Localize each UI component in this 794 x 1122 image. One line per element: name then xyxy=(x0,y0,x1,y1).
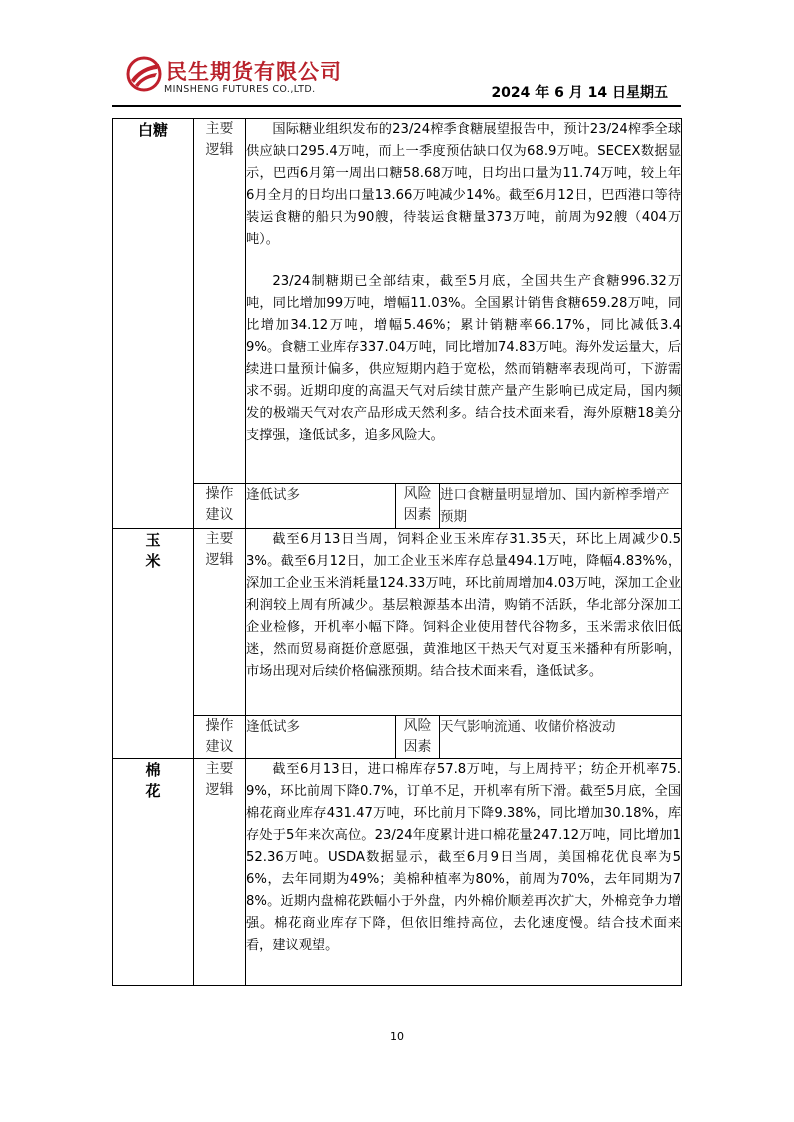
operation-text: 操作建议 xyxy=(205,718,234,755)
page-number: 10 xyxy=(390,1030,404,1043)
cotton-logic-row xyxy=(113,759,682,986)
risk-label xyxy=(396,716,440,759)
corn-logic-body xyxy=(246,529,682,716)
corn-logic-row xyxy=(113,529,682,716)
main-logic-label xyxy=(194,759,246,986)
commodity-name-corn xyxy=(113,529,194,759)
corn-risk: 天气影响流通、收储价格波动 xyxy=(440,716,682,759)
company-logo xyxy=(126,54,366,100)
minsheng-logo-icon xyxy=(126,56,162,92)
sugar-suggestion: 逢低试多 xyxy=(246,484,396,529)
main-logic-label xyxy=(194,119,246,484)
operation-text: 操作建议 xyxy=(205,486,234,523)
report-date: 2024 年 6 月 14 日星期五 xyxy=(491,85,668,101)
sugar-risk: 进口食糖量明显增加、国内新榨季增产预期 xyxy=(440,484,682,529)
risk-label xyxy=(396,484,440,529)
logic-paragraph: 23/24制糖期已全部结束，截至5月底，全国共生产食糖996.32万吨，同比增加99万吨，增幅11.03%。全国累计销售食糖659.28万吨，同比增加34.12万吨，增幅5.46%；累计销糖率66.17%，同比减低3.49%。食糖工业库存337.04万吨，同比增加74.83万吨。海外发运量大，后续进口量预计偏多，供应短期内趋于宽松，然而销糖率表现尚可，下游需求不弱。近期印度的高温天气对后续甘蔗产量产生影响已成定局，国内频发的极端天气对农产品形成天然利多。结合技术面来看，海外原糖18美分支撑强，逢低试多，追多风险大。 xyxy=(246,274,682,443)
main-logic-text: 主要逻辑 xyxy=(205,761,234,798)
sugar-operation-row xyxy=(113,484,682,529)
operation-label xyxy=(194,484,246,529)
main-logic-text: 主要逻辑 xyxy=(205,121,234,158)
logic-paragraph: 截至6月13日当周，饲料企业玉米库存31.35天，环比上周减少0.53%。截至6月12日，加工企业玉米库存总量494.1万吨，降幅4.83%%，深加工企业玉米消耗量124.33万吨，环比前周增加4.03万吨，深加工企业利润较上周有所减少。基层粮源基本出清，购销不活跃，华北部分深加工企业检修，开机率小幅下降。饲料企业使用替代谷物多，玉米需求依旧低迷，然而贸易商挺价意愿强，黄淮地区干热天气对夏玉米播种有所影响，市场出现对后续价格偏涨预期。结合技术面来看，逢低试多。 xyxy=(246,532,682,679)
corn-suggestion: 逢低试多 xyxy=(246,716,396,759)
cotton-logic-body xyxy=(246,759,682,986)
corn-operation-row xyxy=(113,716,682,759)
sugar-logic-body xyxy=(246,119,682,484)
commodity-name-sugar xyxy=(113,119,194,529)
sugar-logic-row xyxy=(113,119,682,484)
commodity-label: 棉花 xyxy=(145,761,161,800)
logic-paragraph: 截至6月13日，进口棉库存57.8万吨，与上周持平；纺企开机率75.9%，环比前周下降0.7%，订单不足，开机率有所下滑。截至5月底，全国棉花商业库存431.47万吨，环比前月下降9.38%，同比增加30.18%，库存处于5年来次高位。23/24年度累计进口棉花量247.12万吨，同比增加152.36万吨。USDA数据显示，截至6月9日当周，美国棉花优良率为56%，去年同期为49%；美棉种植率为80%，前周为70%，去年同期为78%。近期内盘棉花跌幅小于外盘，内外棉价顺差再次扩大，外棉竞争力增强。棉花商业库存下降，但依旧维持高位，去化速度慢。结合技术面来看，建议观望。 xyxy=(246,762,682,953)
main-logic-label xyxy=(194,529,246,716)
company-name-en: MINSHENG FUTURES CO.,LTD. xyxy=(164,84,316,95)
logic-paragraph: 国际糖业组织发布的23/24榨季食糖展望报告中，预计23/24榨季全球供应缺口295.4万吨，而上一季度预估缺口仅为68.9万吨。SECEX数据显示，巴西6月第一周出口糖58.68万吨，日均出口量为11.74万吨，较上年6月全月的日均出口量13.66万吨减少14%。截至6月12日，巴西港口等待装运食糖的船只为90艘，待装运食糖量373万吨，前周为92艘（404万吨）。 xyxy=(246,122,682,247)
commodity-name-cotton xyxy=(113,759,194,986)
risk-label-text: 风险因素 xyxy=(403,718,432,755)
risk-label-text: 风险因素 xyxy=(403,486,432,523)
header-divider xyxy=(112,105,681,107)
commodity-table xyxy=(112,118,682,986)
commodity-label: 白糖 xyxy=(137,121,168,139)
main-logic-text: 主要逻辑 xyxy=(205,531,234,568)
company-name-cn: 民生期货有限公司 xyxy=(166,60,342,84)
operation-label xyxy=(194,716,246,759)
commodity-label: 玉米 xyxy=(145,531,161,570)
